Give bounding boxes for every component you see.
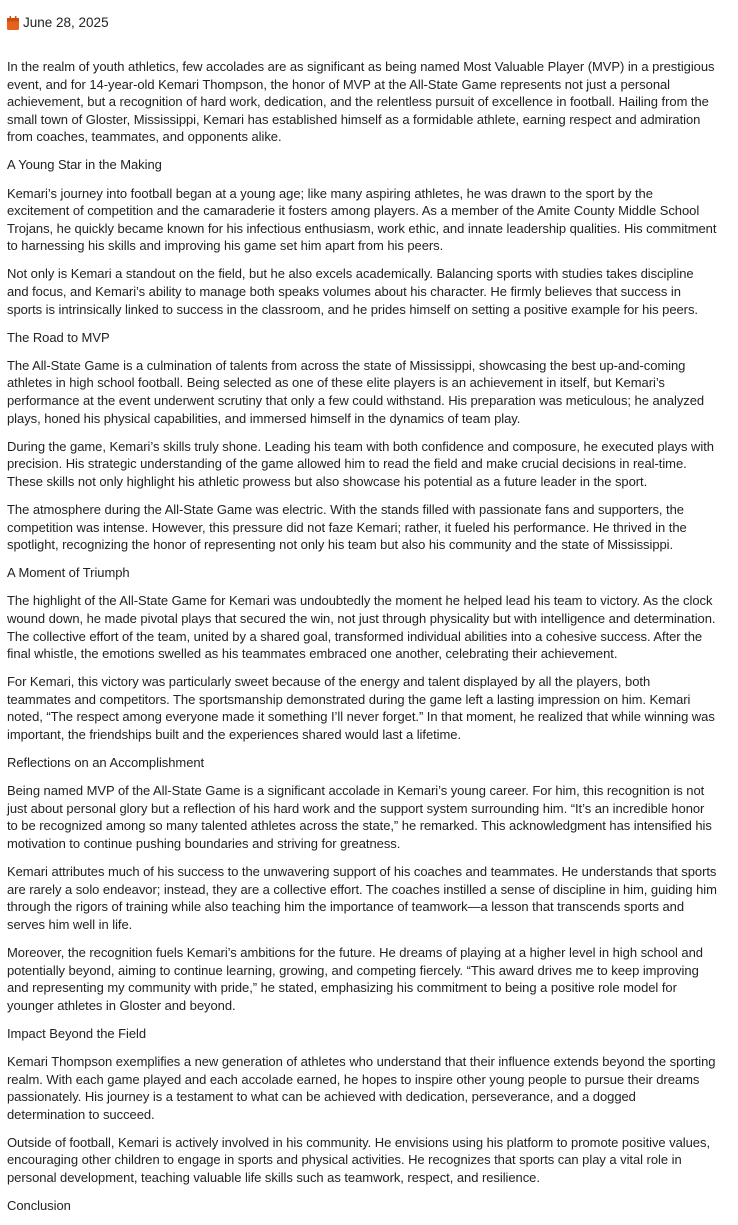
paragraph: Not only is Kemari a standout on the field, but he also excels academically. Balancing sports with studies takes discipline and focus, and Kemari’s ability to manage both speaks volumes about his character. He firmly believes that success in sports is intrinsically linked to success in the classroom, and he prides himself on setting a positive example for his peers. (7, 266, 698, 317)
paragraph: Outside of football, Kemari is actively involved in his community. He envisions using his platform to promote positive values, encouraging other children to engage in sports and physical activities. He recognizes that sports can play a vital role in personal development, teaching valuable life skills such as teamwork, respect, and resilience. (7, 1134, 711, 1185)
intro-paragraph: In the realm of youth athletics, few accolades are as significant as being named Most Valuable Player (MVP) in a prestigious event, and for 14-year-old Kemari Thompson, the honor of MVP at the All-State Game represents not just a personal achievement, but a recognition of hard work, dedication, and the relentless pursuit of excellence in football. Hailing from the small town of Gloster, Mississippi, Kemari has established himself as a formidable athlete, earning respect and admiration from coaches, teammates, and opponents alike. (7, 59, 715, 145)
section-heading: Impact Beyond the Field (7, 1025, 147, 1041)
paragraph: During the game, Kemari’s skills truly shone. Leading his team with both confidence and composure, he executed plays with precision. His strategic understanding of the game allowed him to read the field and make crucial decisions in real-time. These skills not only highlight his athletic prowess but also showcase his potential as a future leader in the sport. (7, 438, 714, 489)
post-date (7, 15, 109, 31)
section-heading: The Road to MVP (7, 329, 110, 345)
paragraph: The All-State Game is a culmination of talents from across the state of Mississippi, showcasing the best up-and-coming athletes in high school football. Being selected as one of these elite players is an achievement in itself, but Kemari’s performance at the event underwent scrutiny that only a few could withstand. His preparation was meticulous; he analyzed plays, honed his physical capabilities, and immersed himself in the dynamics of team play. (7, 357, 705, 426)
article-body (7, 58, 717, 1225)
paragraph: Kemari’s journey into football began at a young age; like many aspiring athletes, he was drawn to the sport by the excitement of competition and the camaraderie it fosters among players. As a member of the Amite County Middle School Trojans, he quickly became known for his infectious enthusiasm, work ethic, and innate leadership qualities. His commitment to harnessing his skills and improving his game set him apart from his peers. (7, 185, 717, 254)
paragraph: The highlight of the All-State Game for Kemari was undoubtedly the moment he helped lead his team to victory. As the clock wound down, he made pivotal plays that secured the win, not just through physicality but with intelligence and determination. The collective effort of the team, united by a shared goal, transformed individual abilities into a cohesive success. After the final whistle, the emotions swelled as his teammates embraced one another, celebrating their achievement. (7, 593, 716, 662)
paragraph: Being named MVP of the All-State Game is a significant accolade in Kemari’s young career. For him, this recognition is not just about personal glory but a reflection of his hard work and the support system surrounding him. “It’s an incredible honor to be recognized among so many talented athletes across the state,” he remarked. This acknowledgment has intensified his motivation to continue pushing boundaries and striving for greatness. (7, 783, 712, 851)
paragraph: Kemari attributes much of his success to the unwavering support of his coaches and teammates. He understands that sports are rarely a solo endeavor; instead, they are a collective effort. The coaches instilled a sense of discipline in him, guiding him through the rigors of training while also teaching him the importance of teamwork—a lesson that transcends sports and serves him well in life. (7, 864, 717, 932)
section-heading: Reflections on an Accomplishment (7, 755, 205, 771)
calendar-icon (7, 16, 19, 30)
section-heading: A Young Star in the Making (7, 157, 162, 173)
section-heading: A Moment of Triumph (7, 565, 130, 581)
paragraph: The atmosphere during the All-State Game was electric. With the stands filled with passionate fans and supporters, the competition was intense. However, this pressure did not faze Kemari; rather, it fueled his performance. He thrived in the spotlight, recognizing the honor of representing not only his team but also his community and the state of Mississippi. (7, 501, 687, 553)
post-date-text: June 28, 2025 (23, 15, 109, 30)
paragraph: Moreover, the recognition fuels Kemari’s ambitions for the future. He dreams of playing at a higher level in high school and potentially beyond, aiming to continue learning, growing, and competing fiercely. “This award drives me to keep improving and representing my community with pride,” he stated, emphasizing his commitment to being a positive role model for younger athletes in Gloster and beyond. (7, 944, 703, 1013)
paragraph: For Kemari, this victory was particularly sweet because of the energy and talent displayed by all the players, both teammates and competitors. The sportsmanship demonstrated during the game left a lasting impression on him. Kemari noted, “The respect among everyone made it something I’ll never forget.” In that moment, he realized that while winning was important, the friendships built and the experiences shared would last a lifetime. (7, 674, 715, 742)
paragraph: Kemari Thompson exemplifies a new generation of athletes who understand that their influence extends beyond the sporting realm. With each game played and each accolade earned, he hopes to inspire other young people to pursue their dreams passionately. His journey is a testament to what can be achieved with dedication, perseverance, and a dogged determination to succeed. (7, 1053, 716, 1122)
section-heading: Conclusion (7, 1198, 71, 1214)
